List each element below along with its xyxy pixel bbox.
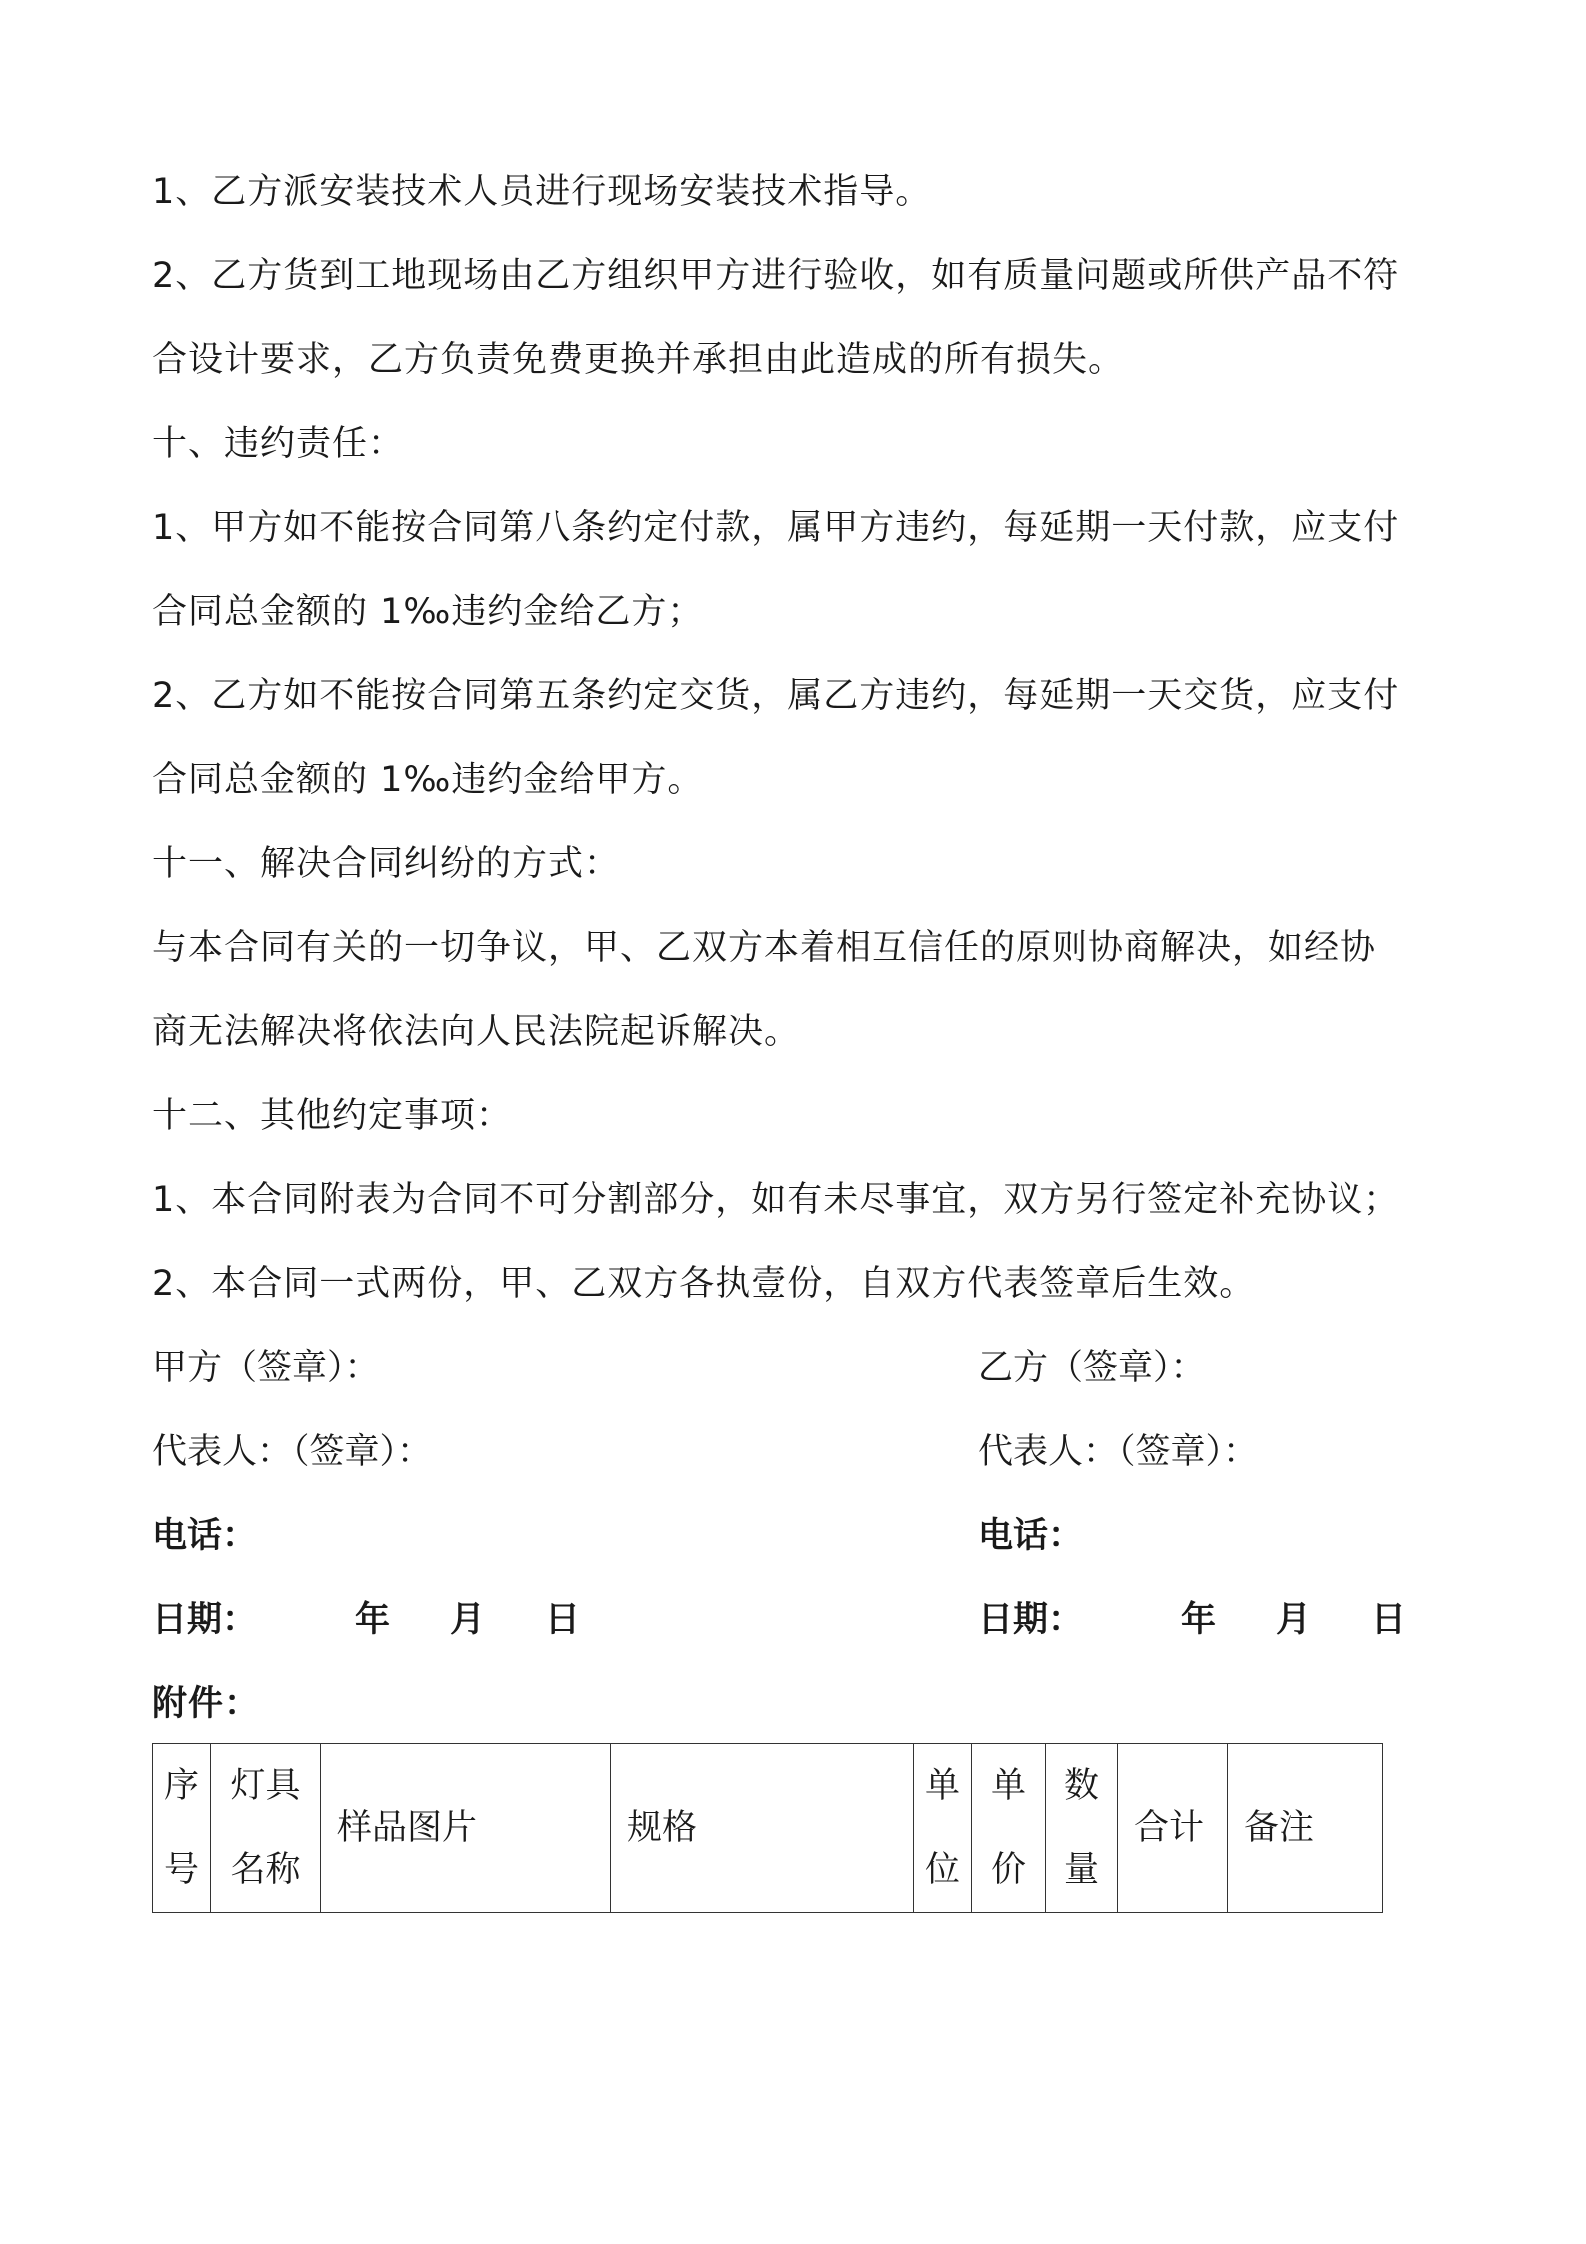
clause-line: 商无法解决将依法向人民法院起诉解决。 bbox=[152, 1012, 801, 1052]
party-b-date bbox=[978, 1578, 1406, 1662]
header-unit: 单 位 bbox=[914, 1744, 972, 1913]
phone-row bbox=[152, 1494, 1452, 1578]
representative-row bbox=[152, 1410, 1452, 1494]
header-unit-price: 单 价 bbox=[972, 1744, 1046, 1913]
month-label: 月 bbox=[450, 1600, 486, 1640]
clause-line: 1、本合同附表为合同不可分割部分，如有未尽事宜，双方另行签定补充协议； bbox=[152, 1180, 1400, 1220]
header-lamp-name: 灯具 名称 bbox=[211, 1744, 321, 1913]
clause-line: 与本合同有关的一切争议，甲、乙双方本着相互信任的原则协商解决，如经协 bbox=[152, 928, 1377, 968]
clause-line: 合设计要求，乙方负责免费更换并承担由此造成的所有损失。 bbox=[152, 340, 1125, 380]
clause-line: 1、乙方派安装技术人员进行现场安装技术指导。 bbox=[152, 172, 932, 212]
clause-line: 2、本合同一式两份，甲、乙双方各执壹份，自双方代表签章后生效。 bbox=[152, 1264, 1256, 1304]
contract-page bbox=[152, 150, 1452, 1746]
header-spec: 规格 bbox=[611, 1744, 914, 1913]
date-label: 日期： bbox=[978, 1600, 1084, 1640]
party-a-phone: 电话： bbox=[152, 1516, 258, 1556]
party-a-date bbox=[152, 1578, 580, 1662]
month-label: 月 bbox=[1276, 1600, 1312, 1640]
header-total: 合计 bbox=[1118, 1744, 1228, 1913]
attachment-table bbox=[152, 1743, 1383, 1913]
signature-row bbox=[152, 1326, 1452, 1410]
clause-line: 合同总金额的 1‰违约金给乙方； bbox=[152, 592, 704, 632]
date-label: 日期： bbox=[152, 1600, 258, 1640]
year-label: 年 bbox=[1181, 1600, 1217, 1640]
clause-line: 2、乙方货到工地现场由乙方组织甲方进行验收，如有质量问题或所供产品不符 bbox=[152, 256, 1400, 296]
header-quantity: 数 量 bbox=[1046, 1744, 1118, 1913]
section-heading: 十一、解决合同纠纷的方式： bbox=[152, 844, 621, 884]
clause-line: 2、乙方如不能按合同第五条约定交货，属乙方违约，每延期一天交货，应支付 bbox=[152, 676, 1400, 716]
header-note: 备注 bbox=[1228, 1744, 1383, 1913]
section-heading: 十二、其他约定事项： bbox=[152, 1096, 513, 1136]
header-seq: 序 号 bbox=[153, 1744, 211, 1913]
day-label: 日 bbox=[545, 1600, 581, 1640]
party-b-representative: 代表人：（签章）： bbox=[978, 1432, 1259, 1472]
section-heading: 十、违约责任： bbox=[152, 424, 405, 464]
table-header-row bbox=[153, 1744, 1383, 1913]
attachment-label: 附件： bbox=[152, 1684, 261, 1724]
party-a-signature: 甲方（签章）： bbox=[152, 1348, 380, 1388]
party-b-signature: 乙方（签章）： bbox=[978, 1348, 1206, 1388]
clause-line: 1、甲方如不能按合同第八条约定付款，属甲方违约，每延期一天付款，应支付 bbox=[152, 508, 1400, 548]
party-b-phone: 电话： bbox=[978, 1516, 1084, 1556]
day-label: 日 bbox=[1371, 1600, 1407, 1640]
year-label: 年 bbox=[355, 1600, 391, 1640]
clause-line: 合同总金额的 1‰违约金给甲方。 bbox=[152, 760, 704, 800]
date-row bbox=[152, 1578, 1452, 1662]
header-sample-image: 样品图片 bbox=[321, 1744, 611, 1913]
party-a-representative: 代表人：（签章）： bbox=[152, 1432, 433, 1472]
